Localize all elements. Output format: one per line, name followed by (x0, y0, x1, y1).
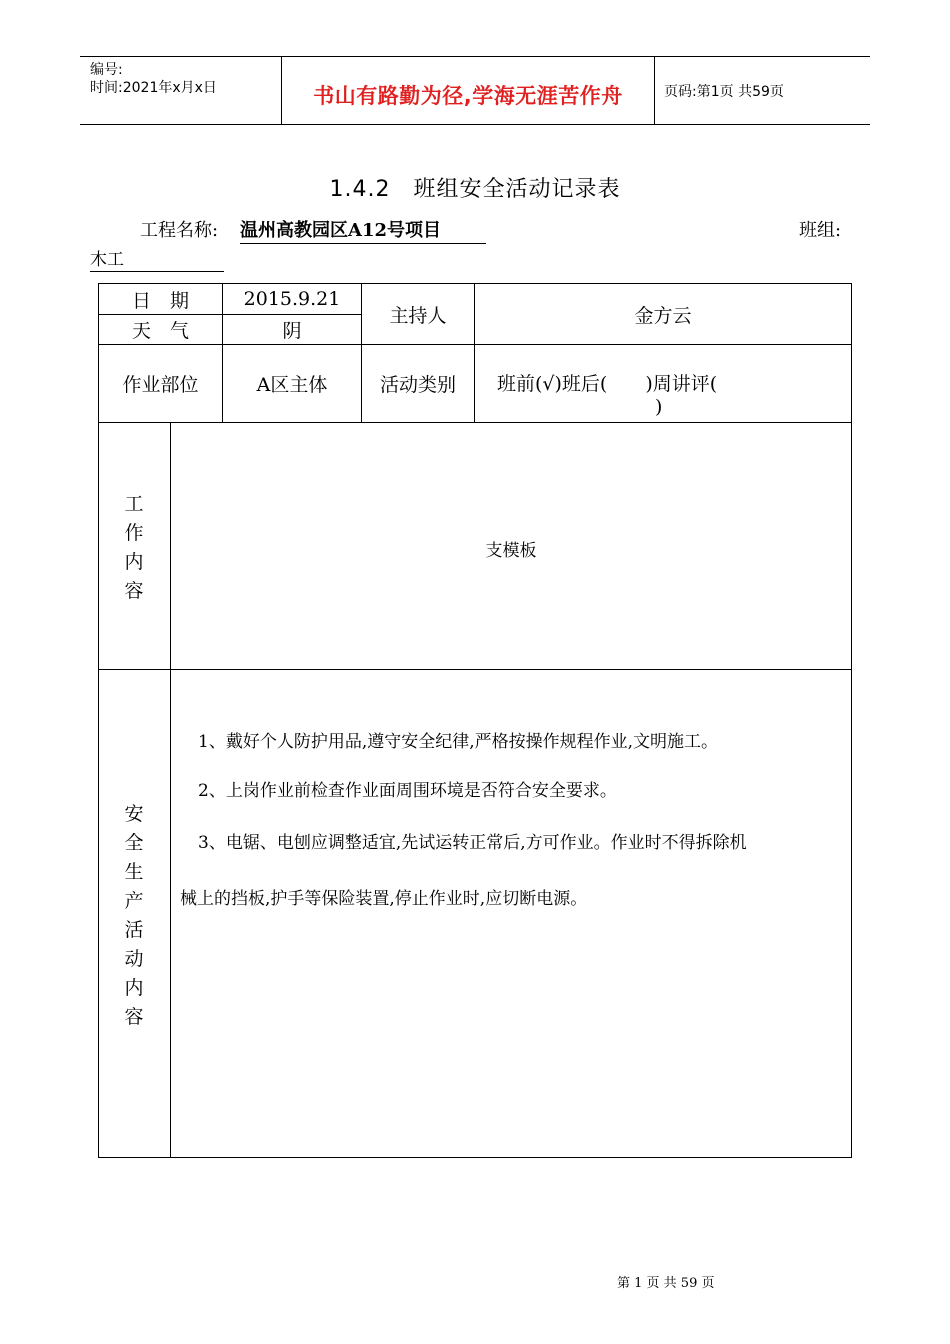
date-label: 日 期 (131, 289, 189, 312)
host-label: 主持人 (389, 304, 447, 327)
weather-value: 阴 (282, 320, 302, 342)
safety-content-label-char: 内 (124, 977, 144, 999)
safety-item-2: 2、上岗作业前检查作业面周围环境是否符合安全要求。 (198, 781, 617, 801)
weather-label: 天 气 (131, 320, 189, 342)
work-content-label (119, 490, 149, 606)
page-footer: 第 1 页 共 59 页 (617, 1276, 715, 1291)
team-value: 木工 (90, 245, 224, 272)
header-bottom-rule (80, 124, 870, 125)
header-top-rule (80, 56, 870, 57)
safety-content-label (119, 800, 149, 1032)
activity-type-value-cont: ) (655, 396, 663, 418)
safety-content-label-char: 动 (124, 948, 144, 970)
safety-item-1: 1、戴好个人防护用品,遵守安全纪律,严格按操作规程作业,文明施工。 (198, 732, 719, 752)
work-content-label-char: 工 (124, 493, 144, 515)
date-value: 2015.9.21 (243, 288, 341, 310)
header-motto: 书山有路勤为径,学海无涯苦作舟 (313, 84, 623, 108)
host-value: 金方云 (634, 304, 692, 327)
safety-content-label-char: 全 (124, 832, 144, 854)
table-rule-row2 (98, 422, 852, 423)
safety-item-3-cont: 械上的挡板,护手等保险装置,停止作业时,应切断电源。 (180, 889, 588, 909)
activity-type-label: 活动类别 (379, 374, 456, 396)
header-divider-right (654, 56, 655, 125)
safety-content-label-char: 产 (124, 890, 144, 912)
table-border-right (851, 283, 852, 1158)
table-label-col (170, 422, 171, 1158)
project-name-label: 工程名称: (140, 220, 219, 241)
safety-content-label-char: 生 (124, 861, 144, 883)
document-number-label: 编号: (90, 62, 123, 78)
page-title: 1.4.2 班组安全活动记录表 (329, 177, 621, 202)
activity-type-value: 班前(√)班后( )周讲评( (497, 373, 718, 395)
safety-content-label-char: 容 (124, 1006, 144, 1028)
work-content-label-char: 内 (124, 551, 144, 573)
location-label: 作业部位 (122, 374, 199, 396)
work-content-label-char: 作 (124, 522, 144, 544)
page-indicator: 页码:第1页 共59页 (664, 84, 784, 100)
team-label: 班组: (799, 220, 842, 241)
table-border-bottom (98, 1157, 852, 1158)
location-value: A区主体 (256, 374, 328, 396)
table-rule-row3 (98, 669, 852, 670)
work-content-value: 支模板 (485, 541, 537, 561)
safety-content-label-char: 安 (124, 803, 144, 825)
work-content-label-char: 容 (124, 580, 144, 602)
project-name-value: 温州高教园区A12号项目 (240, 216, 486, 244)
safety-item-3: 3、电锯、电刨应调整适宜,先试运转正常后,方可作业。作业时不得拆除机 (198, 833, 747, 853)
safety-content-label-char: 活 (124, 919, 144, 941)
document-time-label: 时间:2021年x月x日 (90, 80, 217, 96)
